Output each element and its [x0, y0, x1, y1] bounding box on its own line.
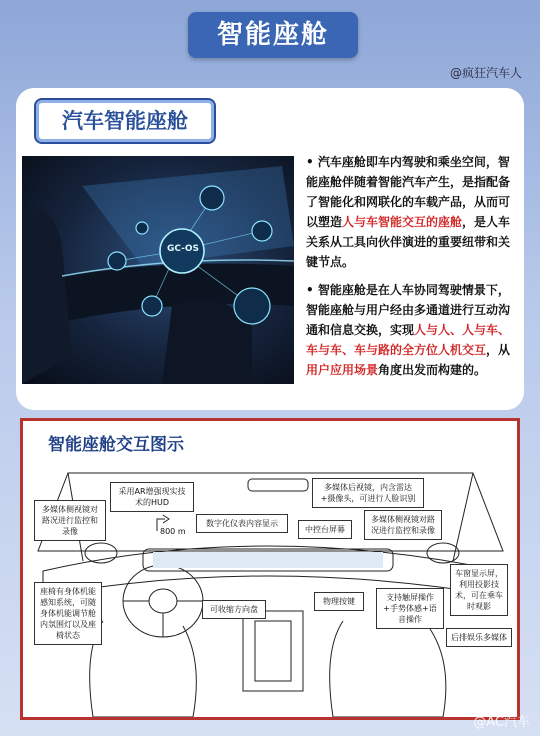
bullet-1: • 汽车座舱即车内驾驶和乘坐空间，智能座舱伴随着智能汽车产生，是指配备了智能化和网联化的车载产品，从而可以塑造人与车智能交互的座舱，是人车关系从工具向伙伴演进的重要纽带和关键节点。: [306, 155, 511, 269]
bullet-2: • 智能座舱是在人车协同驾驶情景下，智能座舱与用户经由多通道进行互动沟通和信息交换，实现人与人、人与车、车与车、车与路的全方位人机交互，从用户应用场景角度出发而构建的。: [306, 283, 511, 377]
cockpit-photo: [22, 156, 294, 384]
label-side-mirror-left: 多媒体侧视镜对路况进行监控和录像: [34, 500, 106, 541]
label-physical-buttons: 物理按键: [314, 592, 364, 611]
diagram-title: 智能座舱交互图示: [48, 435, 184, 455]
page-title: 智能座舱: [188, 12, 358, 58]
label-seat: 座椅有身体机能感知系统，可随身体机能调节舱内氛围灯以及座椅状态: [34, 582, 102, 645]
section-title: 汽车智能座舱: [34, 98, 216, 144]
gcos-label: GC-OS: [166, 244, 200, 254]
label-hud: 采用AR增强现实技术的HUD: [110, 482, 194, 512]
label-distance: 800 m: [160, 527, 186, 536]
label-window-display: 车窗显示屏，利用投影技术，可在乘车时观影: [450, 564, 508, 616]
interaction-diagram: [20, 418, 520, 720]
label-center-screen: 中控台屏幕: [298, 520, 352, 539]
label-steering-wheel: 可收缩方向盘: [202, 600, 266, 619]
intro-text: [306, 152, 516, 388]
label-rear-media: 后排娱乐多媒体: [446, 628, 512, 647]
author-watermark: @疯狂汽车人: [449, 66, 522, 80]
label-side-mirror-right: 多媒体侧视镜对路况进行监控和录像: [364, 510, 442, 540]
label-cluster: 数字化仪表内容显示: [196, 514, 288, 533]
source-watermark: @AC汽车: [473, 715, 530, 730]
label-mirror-camera: 多媒体后视镜，内含雷达+摄像头，可进行人脸识别: [312, 478, 424, 508]
label-touch: 支持触屏操作+手势体感+语音操作: [376, 588, 444, 629]
